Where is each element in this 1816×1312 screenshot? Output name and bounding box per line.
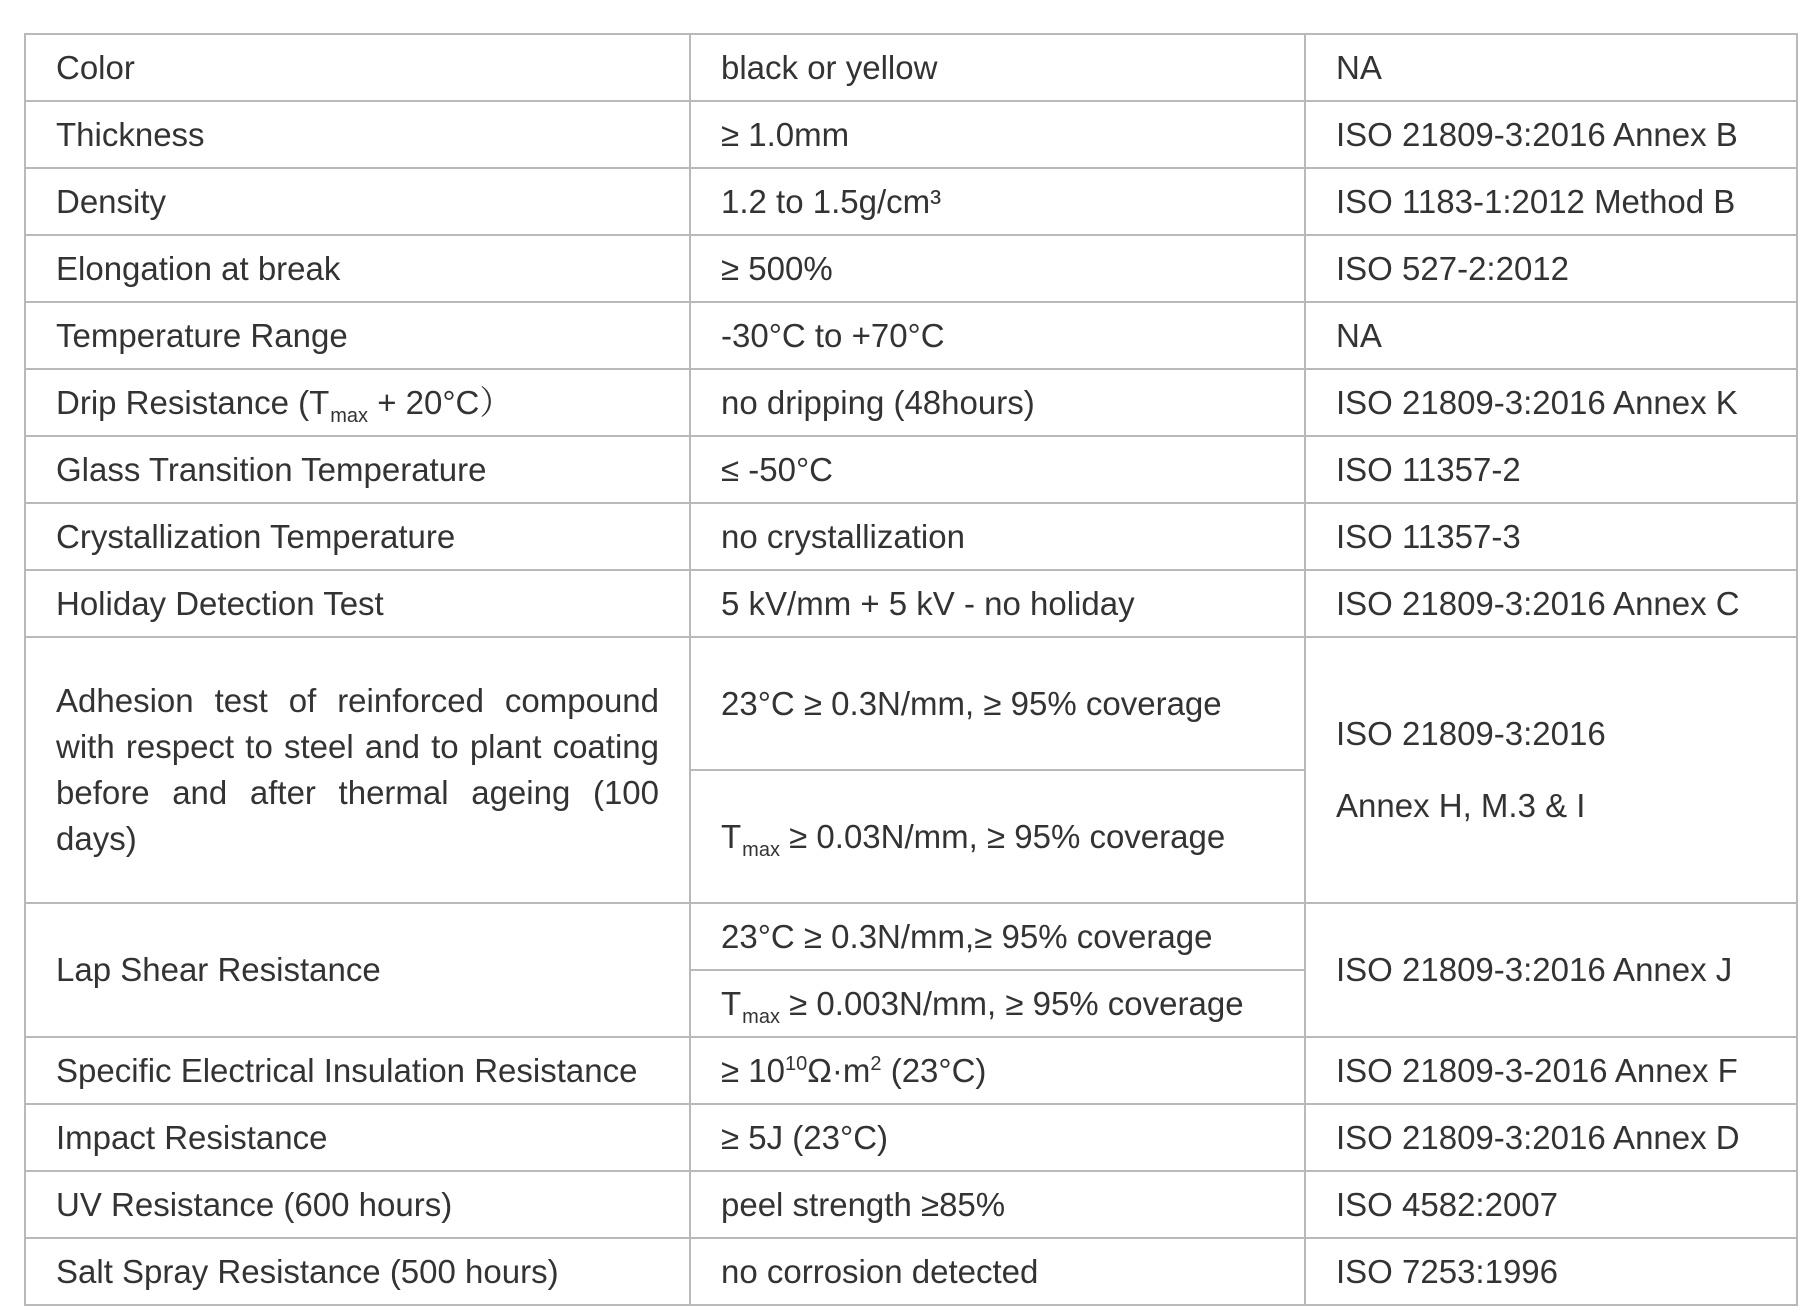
value-text: Ω·m	[807, 1051, 871, 1089]
property-cell: Density	[25, 168, 690, 235]
subscript-text: max	[330, 404, 369, 427]
standard-cell: ISO 21809-3:2016 Annex J	[1305, 903, 1797, 1037]
standard-cell: ISO 11357-3	[1305, 503, 1797, 570]
property-cell: Elongation at break	[25, 235, 690, 302]
value-cell: ≤ -50°C	[690, 436, 1305, 503]
table-row-lap-shear	[25, 903, 1797, 970]
value-text: T	[721, 817, 742, 855]
value-cell: -30°C to +70°C	[690, 302, 1305, 369]
subscript-text: max	[742, 1005, 780, 1028]
table-row	[25, 1104, 1797, 1171]
standard-cell: ISO 11357-2	[1305, 436, 1797, 503]
table-row	[25, 436, 1797, 503]
subscript-text: max	[742, 838, 780, 861]
value-cell: ≥ 5J (23°C)	[690, 1104, 1305, 1171]
value-text: ≥ 0.003N/mm, ≥ 95% coverage	[779, 984, 1244, 1022]
value-cell: peel strength ≥85%	[690, 1171, 1305, 1238]
value-text: (23°C)	[881, 1051, 987, 1089]
table-row	[25, 369, 1797, 436]
value-text: ≥ 10	[721, 1051, 785, 1089]
standard-line: ISO 21809-3:2016	[1336, 715, 1606, 753]
property-cell: Adhesion test of reinforced compound with respect to steel and to plant coating before and after thermal ageing (100 days)	[25, 637, 690, 903]
standard-cell: ISO 7253:1996	[1305, 1238, 1797, 1305]
property-text: + 20°C）	[368, 383, 513, 421]
value-cell	[690, 970, 1305, 1037]
standard-cell: ISO 21809-3-2016 Annex F	[1305, 1037, 1797, 1104]
standard-cell: ISO 527-2:2012	[1305, 235, 1797, 302]
standard-cell: NA	[1305, 302, 1797, 369]
standard-cell: NA	[1305, 34, 1797, 101]
standard-cell: ISO 21809-3:2016 Annex C	[1305, 570, 1797, 637]
standard-cell: ISO 1183-1:2012 Method B	[1305, 168, 1797, 235]
property-cell: Lap Shear Resistance	[25, 903, 690, 1037]
value-cell: 5 kV/mm + 5 kV - no holiday	[690, 570, 1305, 637]
property-cell: UV Resistance (600 hours)	[25, 1171, 690, 1238]
table-row-adhesion	[25, 637, 1797, 770]
table-row	[25, 503, 1797, 570]
table-row	[25, 570, 1797, 637]
value-cell: 1.2 to 1.5g/cm³	[690, 168, 1305, 235]
property-cell	[25, 369, 690, 436]
property-cell: Glass Transition Temperature	[25, 436, 690, 503]
property-cell: Salt Spray Resistance (500 hours)	[25, 1238, 690, 1305]
value-cell: 23°C ≥ 0.3N/mm, ≥ 95% coverage	[690, 637, 1305, 770]
value-cell: no corrosion detected	[690, 1238, 1305, 1305]
table-row	[25, 302, 1797, 369]
table-row	[25, 101, 1797, 168]
property-cell: Specific Electrical Insulation Resistance	[25, 1037, 690, 1104]
value-cell	[690, 1037, 1305, 1104]
property-cell: Thickness	[25, 101, 690, 168]
value-cell: ≥ 1.0mm	[690, 101, 1305, 168]
standard-cell: ISO 21809-3:2016 Annex B	[1305, 101, 1797, 168]
property-cell: Color	[25, 34, 690, 101]
property-cell: Holiday Detection Test	[25, 570, 690, 637]
standard-cell	[1305, 637, 1797, 903]
property-cell: Impact Resistance	[25, 1104, 690, 1171]
spec-table	[24, 33, 1798, 1306]
value-cell	[690, 770, 1305, 903]
property-cell: Crystallization Temperature	[25, 503, 690, 570]
table-row	[25, 34, 1797, 101]
table-row	[25, 1037, 1797, 1104]
value-text: T	[721, 984, 742, 1022]
table-row	[25, 1171, 1797, 1238]
table-row	[25, 168, 1797, 235]
property-cell: Temperature Range	[25, 302, 690, 369]
table-row	[25, 235, 1797, 302]
superscript-text: 2	[870, 1052, 882, 1075]
standard-cell: ISO 21809-3:2016 Annex D	[1305, 1104, 1797, 1171]
value-text: ≥ 0.03N/mm, ≥ 95% coverage	[779, 817, 1226, 855]
standard-cell: ISO 21809-3:2016 Annex K	[1305, 369, 1797, 436]
table-row	[25, 1238, 1797, 1305]
value-cell: black or yellow	[690, 34, 1305, 101]
superscript-text: 10	[785, 1052, 808, 1075]
property-text: Drip Resistance (T	[56, 383, 330, 421]
value-cell: ≥ 500%	[690, 235, 1305, 302]
value-cell: no dripping (48hours)	[690, 369, 1305, 436]
standard-line: Annex H, M.3 & I	[1336, 787, 1586, 824]
value-cell: 23°C ≥ 0.3N/mm,≥ 95% coverage	[690, 903, 1305, 970]
standard-cell: ISO 4582:2007	[1305, 1171, 1797, 1238]
value-cell: no crystallization	[690, 503, 1305, 570]
